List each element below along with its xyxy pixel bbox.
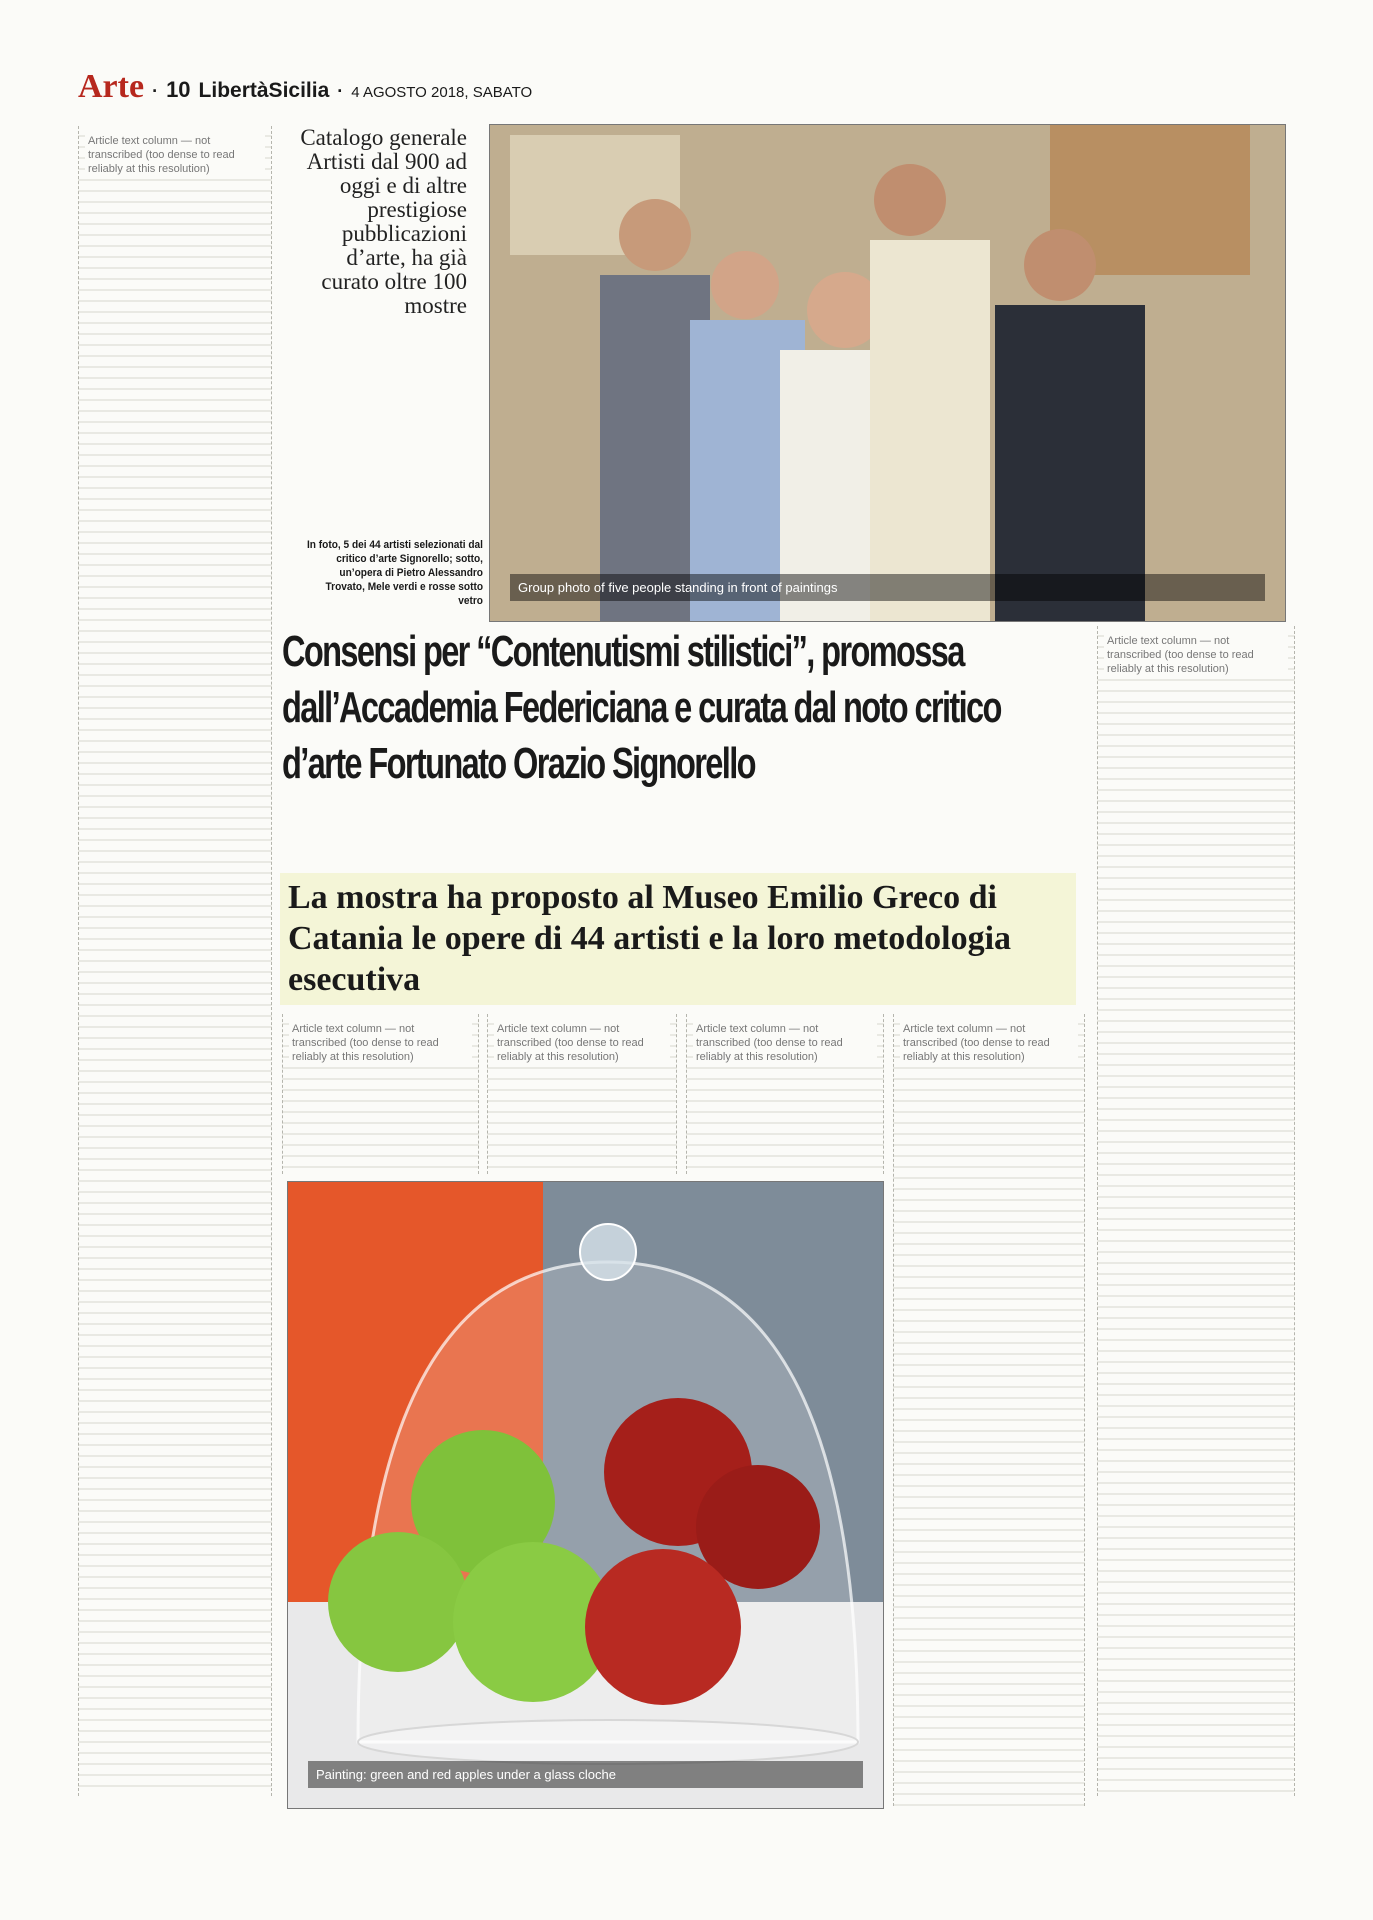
article-column-middle-3: [686, 1014, 884, 1174]
column-placeholder-label: Article text column — not transcribed (too dense to read reliably at this resolution): [289, 1020, 472, 1066]
dateline: 4 AGOSTO 2018, SABATO: [351, 84, 533, 101]
column-placeholder-label: Article text column — not transcribed (too dense to read reliably at this resolution): [1104, 632, 1288, 678]
article-column-middle-2: [487, 1014, 677, 1174]
group-photo-description: Group photo of five people standing in front of paintings: [510, 574, 1265, 601]
painting-photo: [287, 1181, 884, 1809]
photo-caption: In foto, 5 dei 44 artisti selezionati dal critico d’arte Signorello; sotto, un’opera di Pietro Alessandro Trovato, Mele verdi e rosse sotto vetro: [306, 539, 483, 607]
article-column-names: [893, 1014, 1085, 1806]
column-placeholder-label: Article text column — not transcribed (too dense to read reliably at this resolution): [85, 132, 265, 178]
section-title: Arte: [78, 68, 145, 105]
subhead: La mostra ha proposto al Museo Emilio Greco di Catania le opere di 44 artisti e la loro metodologia esecutiva: [280, 873, 1076, 1005]
painting-description: Painting: green and red apples under a glass cloche: [308, 1761, 863, 1788]
painting-illustration: [288, 1182, 883, 1808]
article-column-left: [78, 126, 272, 1796]
headline: Consensi per “Contenutismi stilistici”, promossa dall’Accademia Federiciana e curata dal noto critico d’arte Fortunato Orazio Signorello: [282, 627, 1001, 788]
page-number: 10: [166, 77, 191, 102]
column-placeholder-label: Article text column — not transcribed (too dense to read reliably at this resolution): [494, 1020, 670, 1066]
newspaper-name: LibertàSicilia: [198, 79, 330, 102]
group-photo-illustration: [490, 125, 1285, 621]
masthead: Arte · 10 LibertàSicilia · 4 AGOSTO 2018, SABATO: [78, 68, 533, 105]
article-column-middle-1: [282, 1014, 479, 1174]
group-photo: [489, 124, 1286, 622]
article-column-right: [1097, 626, 1295, 1796]
pull-quote: Catalogo generale Artisti dal 900 ad oggi e di altre prestigiose pubblicazioni d’arte, ha già curato oltre 100 mostre: [300, 125, 467, 318]
column-placeholder-label: Article text column — not transcribed (too dense to read reliably at this resolution): [900, 1020, 1078, 1066]
column-placeholder-label: Article text column — not transcribed (too dense to read reliably at this resolution): [693, 1020, 877, 1066]
